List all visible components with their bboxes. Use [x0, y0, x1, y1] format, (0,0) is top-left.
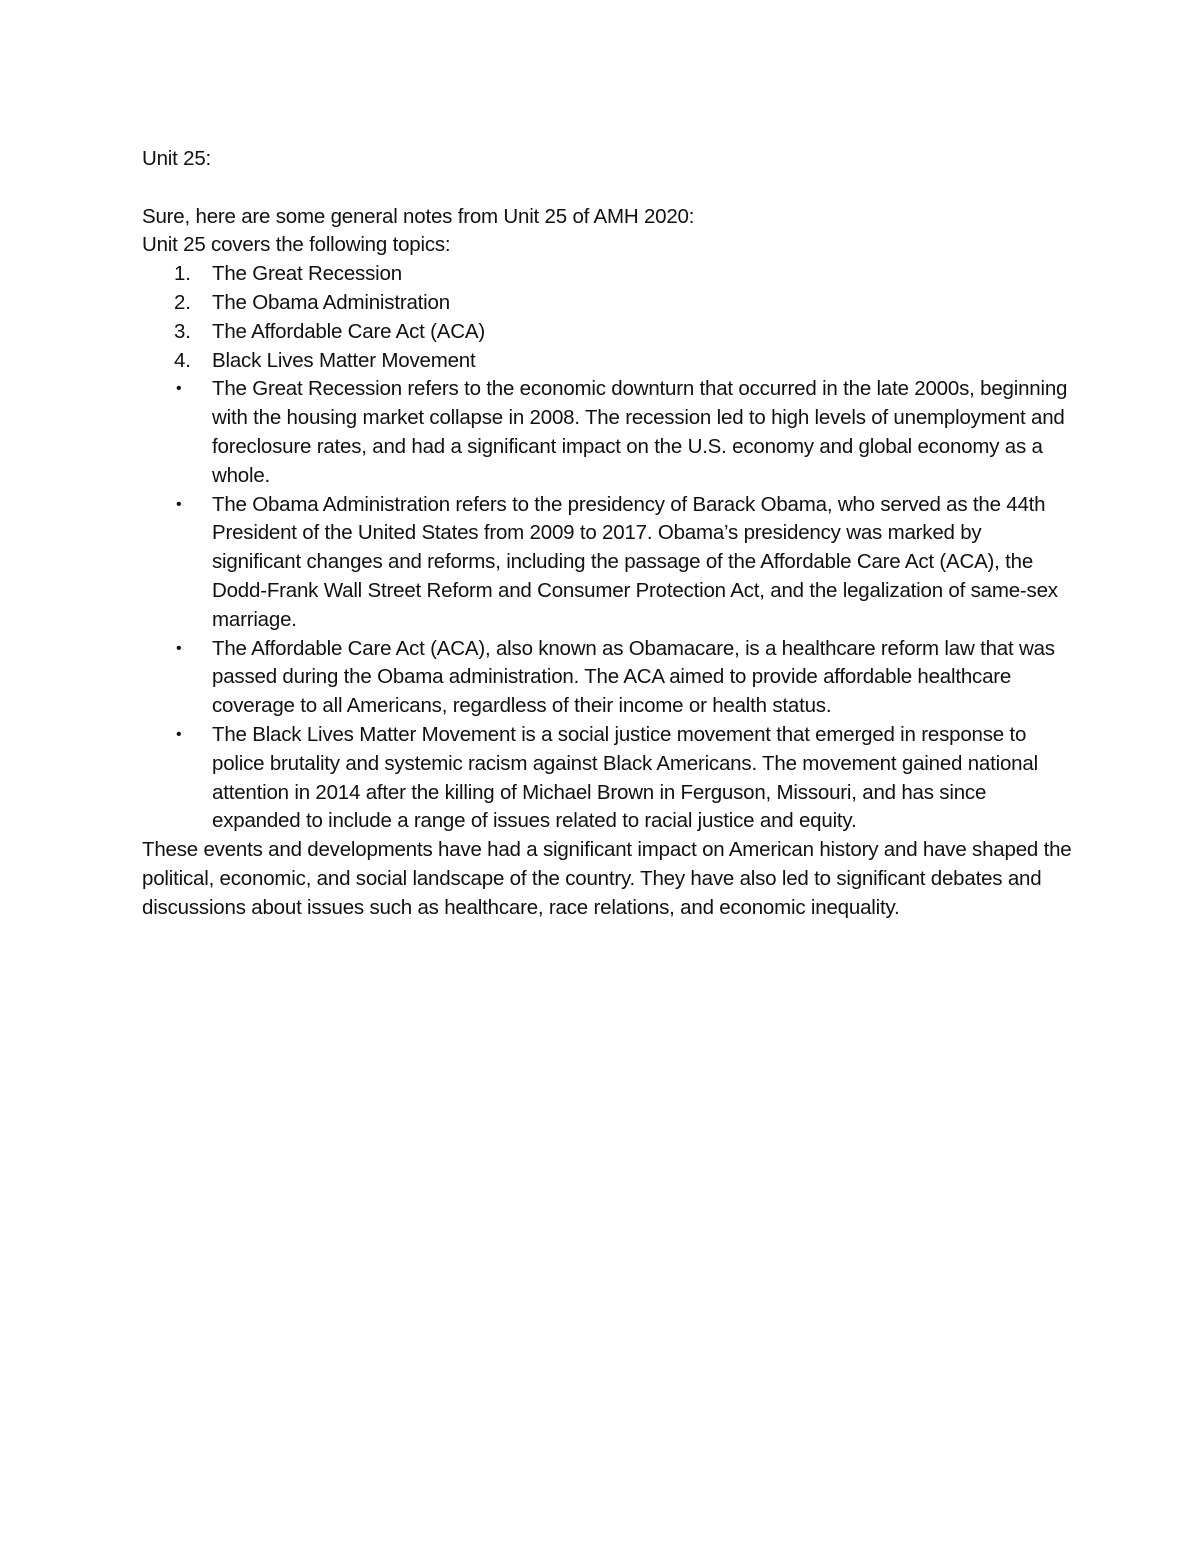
- bullet-item-text: The Black Lives Matter Movement is a social justice movement that emerged in response to police brutality and systemic racism against Black Americans. The movement gained national attention in 2014 after the killing of Michael Brown in Ferguson, Missouri, and has since expanded to include a range of issues related to racial justice and equity.: [212, 722, 1038, 833]
- bullet-list-item: [142, 635, 1072, 721]
- list-item-text: Black Lives Matter Movement: [212, 348, 476, 372]
- bullet-icon: •: [176, 495, 182, 513]
- bullet-list-item: [142, 721, 1072, 836]
- bullet-list-item: [142, 375, 1072, 490]
- conclusion-paragraph: These events and developments have had a significant impact on American history and have shaped the political, economic, and social landscape of the country. They have also led to significant debates and discussions about issues such as healthcare, race relations, and economic inequality.: [142, 838, 1072, 919]
- bullet-item-text: The Affordable Care Act (ACA), also known as Obamacare, is a healthcare reform law that was passed during the Obama administration. The ACA aimed to provide affordable healthcare coverage to all Americans, regardless of their income or health status.: [212, 636, 1055, 718]
- numbered-list-item: [142, 289, 1072, 318]
- numbered-list-item: [142, 260, 1072, 289]
- bullet-icon: •: [176, 639, 182, 657]
- numbered-list-item: [142, 318, 1072, 347]
- numbered-topic-list: [142, 260, 1072, 375]
- list-number: 2.: [174, 290, 191, 314]
- list-number: 3.: [174, 319, 191, 343]
- bullet-icon: •: [176, 725, 182, 743]
- intro-line-1: Sure, here are some general notes from Unit 25 of AMH 2020:: [142, 204, 695, 228]
- bullet-icon: •: [176, 380, 182, 398]
- numbered-list-item: [142, 347, 1072, 376]
- document-body: [142, 145, 1072, 923]
- list-item-text: The Obama Administration: [212, 290, 450, 314]
- document-heading: Unit 25:: [142, 147, 212, 170]
- bullet-list: [142, 375, 1072, 836]
- bullet-item-text: The Great Recession refers to the economic downturn that occurred in the late 2000s, beginning with the housing market collapse in 2008. The recession led to high levels of unemployment and foreclosure rates, and had a significant impact on the U.S. economy and global economy as a whole.: [212, 377, 1068, 487]
- bullet-list-item: [142, 491, 1072, 635]
- list-number: 4.: [174, 348, 191, 372]
- intro-line-2: Unit 25 covers the following topics:: [142, 233, 451, 257]
- list-number: 1.: [174, 262, 191, 286]
- bullet-item-text: The Obama Administration refers to the presidency of Barack Obama, who served as the 44th President of the United States from 2009 to 2017. Obama’s presidency was marked by significant changes and reforms, including the passage of the Affordable Care Act (ACA), the Dodd-Frank Wall Street Reform and Consumer Protection Act, and the legalization of same-sex marriage.: [212, 492, 1058, 631]
- blank-line: [142, 174, 1072, 203]
- list-item-text: The Affordable Care Act (ACA): [212, 319, 485, 343]
- list-item-text: The Great Recession: [212, 262, 402, 286]
